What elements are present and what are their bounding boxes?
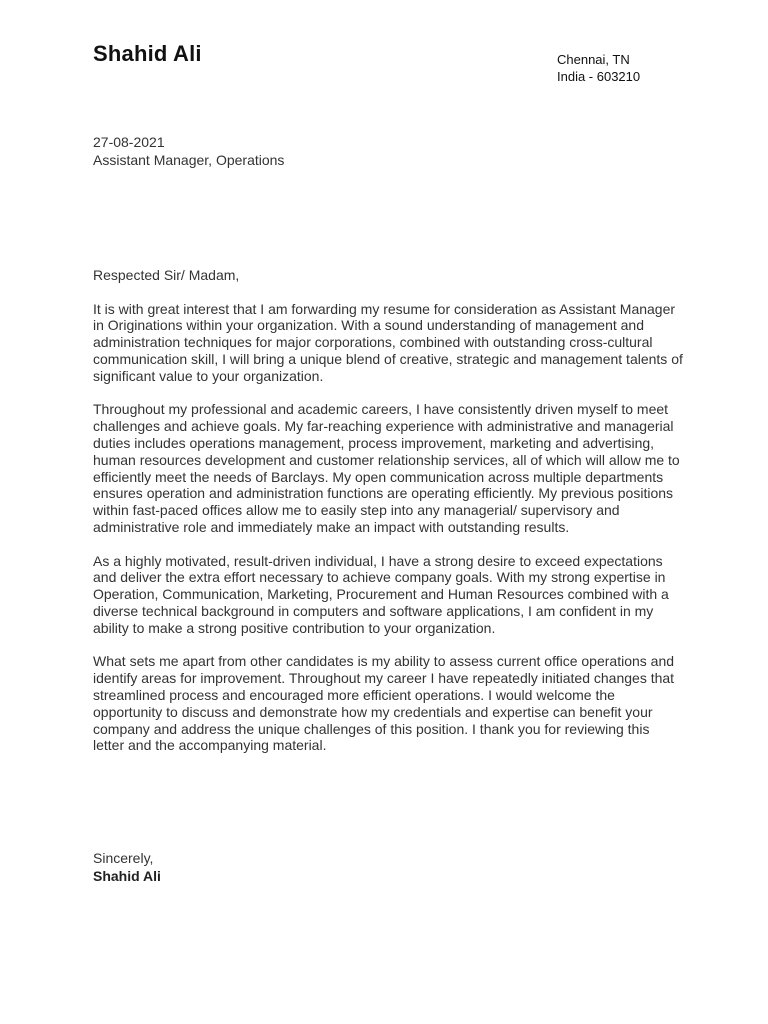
sender-address [557,51,640,85]
salutation: Respected Sir/ Madam, [93,267,240,283]
letter-closing [93,849,161,885]
letter-meta [93,133,284,169]
closing-phrase: Sincerely, [93,850,154,866]
letter-body [93,267,683,771]
paragraph-2: Throughout my professional and academic careers, I have consistently driven myself to meet challenges and achieve goals. My far-reaching experience with administrative and managerial duties includes operations management, process improvement, marketing and advertising, human resources development and customer relationship services, all of which will allow me to efficiently meet the needs of Barclays. My open communication across multiple departments ensures operation and administration functions are operating efficiently. My previous positions within fast-paced offices allow me to easily step into any managerial/ supervisory and administrative role and immediately make an impact with outstanding results. [93,401,680,535]
letter-date: 27-08-2021 [93,134,165,150]
address-line-country: India - 603210 [557,69,641,84]
sender-name: Shahid Ali [93,41,202,66]
paragraph-4: What sets me apart from other candidates is my ability to assess current office operations and identify areas for improvement. Throughout my career I have repeatedly initiated changes that streamlined process and encouraged more efficient operations. I would welcome the opportunity to discuss and demonstrate how my credentials and expertise can benefit your company and address the unique challenges of this position. I thank you for reviewing this letter and the accompanying material. [93,653,675,754]
signature-name: Shahid Ali [93,868,161,884]
address-line-city: Chennai, TN [557,52,630,67]
position-title: Assistant Manager, Operations [93,152,285,168]
paragraph-3: As a highly motivated, result-driven individual, I have a strong desire to exceed expectations and deliver the extra effort necessary to achieve company goals. With my strong expertise in Operation, Communication, Marketing, Procurement and Human Resources combined with a diverse technical background in computers and software applications, I am confident in my ability to make a strong positive contribution to your organization. [93,552,669,636]
paragraph-1: It is with great interest that I am forwarding my resume for consideration as Assistant Manager in Originations within your organization. With a sound understanding of management and administration techniques for major corporations, combined with outstanding cross-cultural communication skill, I will bring a unique blend of creative, strategic and management talents of significant value to your organization. [93,300,683,384]
